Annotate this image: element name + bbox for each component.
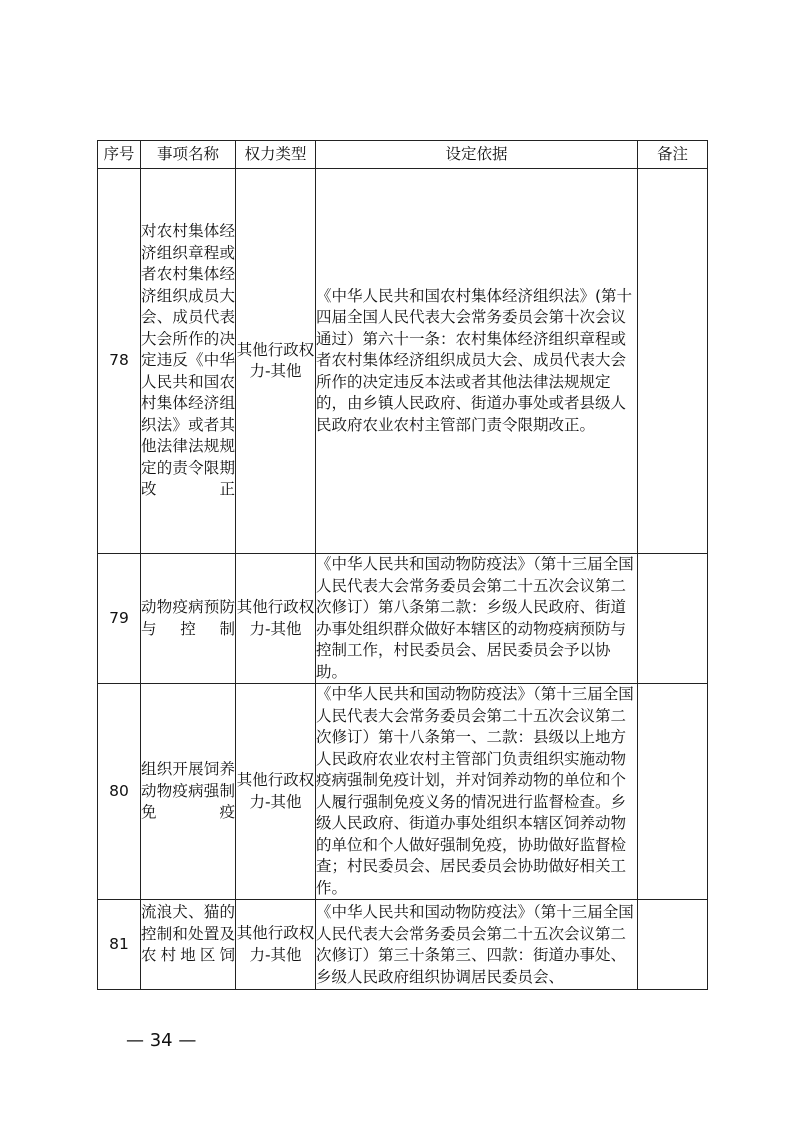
row-serial-number: 81	[98, 900, 141, 990]
table-row	[98, 900, 708, 990]
row-serial-number: 78	[98, 169, 141, 554]
row-legal-basis: 《中华人民共和国动物防疫法》（第十三届全国人民代表大会常务委员会第二十五次会议第二次修订）第十八条第一、二款：县级以上地方人民政府农业农村主管部门负责组织实施动物疫病强制免疫计划，并对饲养动物的单位和个人履行强制免疫义务的情况进行监督检查。乡级人民政府、街道办事处组织本辖区饲养动物的单位和个人做好强制免疫，协助做好监督检查；村民委员会、居民委员会协助做好相关工作。	[316, 684, 638, 900]
header-legal-basis: 设定依据	[316, 141, 638, 169]
table-header-row	[98, 141, 708, 169]
table-row	[98, 554, 708, 684]
row-item-name: 对农村集体经济组织章程或者农村集体经济组织成员大会、成员代表大会所作的决定违反《中华人民共和国农村集体经济组织法》或者其他法律法规规定的责令限期改正	[141, 169, 236, 554]
row-legal-basis: 《中华人民共和国农村集体经济组织法》(第十四届全国人民代表大会常务委员会第十次会议通过）第六十一条：农村集体经济组织章程或者农村集体经济组织成员大会、成员代表大会所作的决定违反本法或者其他法律法规规定的，由乡镇人民政府、街道办事处或者县级人民政府农业农村主管部门责令限期改正。	[316, 169, 638, 554]
row-power-type: 其他行政权力-其他	[236, 554, 316, 684]
row-legal-basis: 《中华人民共和国动物防疫法》（第十三届全国人民代表大会常务委员会第二十五次会议第二次修订）第八条第二款：乡级人民政府、街道办事处组织群众做好本辖区的动物疫病预防与控制工作，村民委员会、居民委员会予以协助。	[316, 554, 638, 684]
row-item-name: 组织开展饲养动物疫病强制免疫	[141, 684, 236, 900]
row-power-type: 其他行政权力-其他	[236, 900, 316, 990]
row-serial-number: 80	[98, 684, 141, 900]
row-legal-basis: 《中华人民共和国动物防疫法》（第十三届全国人民代表大会常务委员会第二十五次会议第二次修订）第三十条第三、四款：街道办事处、乡级人民政府组织协调居民委员会、	[316, 900, 638, 990]
header-remark: 备注	[638, 141, 708, 169]
authority-table	[97, 140, 708, 990]
table-row	[98, 169, 708, 554]
header-serial-number: 序号	[98, 141, 141, 169]
row-item-name: 流浪犬、猫的控制和处置及农村地区饲	[141, 900, 236, 990]
row-remark	[638, 169, 708, 554]
table-row	[98, 684, 708, 900]
header-item-name: 事项名称	[141, 141, 236, 169]
row-remark	[638, 554, 708, 684]
row-power-type: 其他行政权力-其他	[236, 169, 316, 554]
row-serial-number: 79	[98, 554, 141, 684]
row-remark	[638, 684, 708, 900]
header-power-type: 权力类型	[236, 141, 316, 169]
row-remark	[638, 900, 708, 990]
page-number: — 34 —	[126, 1030, 197, 1051]
row-power-type: 其他行政权力-其他	[236, 684, 316, 900]
row-item-name: 动物疫病预防与控制	[141, 554, 236, 684]
